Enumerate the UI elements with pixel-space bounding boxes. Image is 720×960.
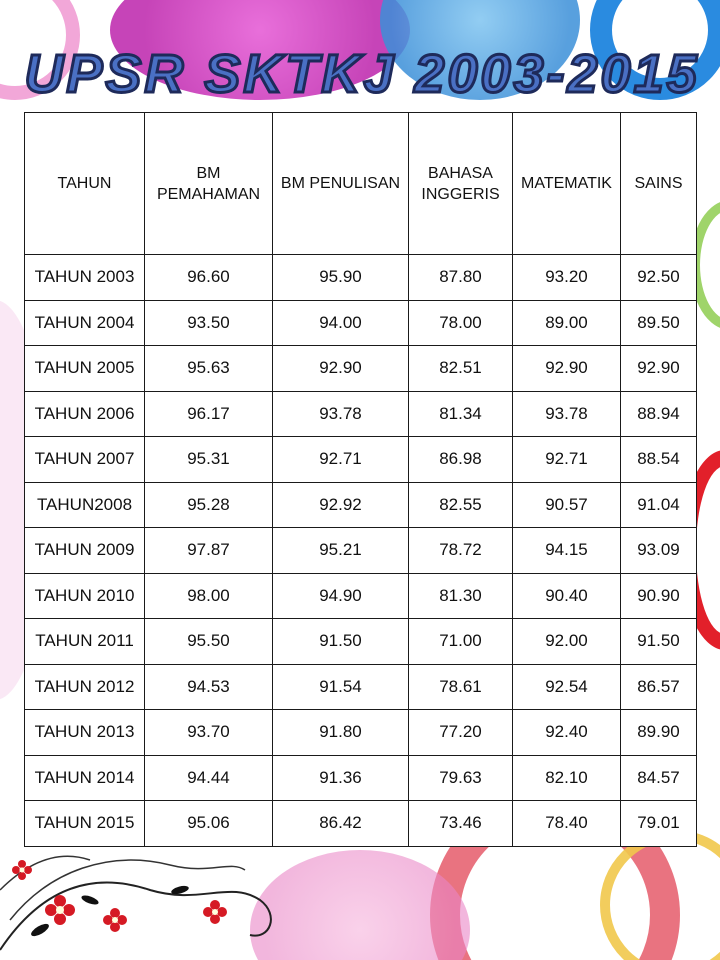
value-cell: 95.06	[145, 801, 273, 847]
value-cell: 79.01	[621, 801, 697, 847]
year-cell: TAHUN 2013	[25, 710, 145, 756]
value-cell: 92.92	[273, 482, 409, 528]
table-row	[25, 437, 697, 483]
year-cell: TAHUN 2014	[25, 755, 145, 801]
value-cell: 95.21	[273, 528, 409, 574]
value-cell: 78.72	[409, 528, 513, 574]
value-cell: 79.63	[409, 755, 513, 801]
value-cell: 95.28	[145, 482, 273, 528]
value-cell: 96.60	[145, 255, 273, 301]
value-cell: 91.36	[273, 755, 409, 801]
table-row	[25, 755, 697, 801]
value-cell: 81.30	[409, 573, 513, 619]
header-sains: SAINS	[621, 113, 697, 255]
value-cell: 97.87	[145, 528, 273, 574]
value-cell: 93.50	[145, 300, 273, 346]
value-cell: 90.90	[621, 573, 697, 619]
header-bahasa-inggeris: BAHASA INGGERIS	[409, 113, 513, 255]
value-cell: 94.53	[145, 664, 273, 710]
table-row	[25, 300, 697, 346]
year-cell: TAHUN 2012	[25, 664, 145, 710]
value-cell: 78.40	[513, 801, 621, 847]
value-cell: 71.00	[409, 619, 513, 665]
value-cell: 82.10	[513, 755, 621, 801]
value-cell: 94.90	[273, 573, 409, 619]
value-cell: 91.50	[273, 619, 409, 665]
value-cell: 92.54	[513, 664, 621, 710]
value-cell: 88.54	[621, 437, 697, 483]
value-cell: 92.71	[273, 437, 409, 483]
value-cell: 95.63	[145, 346, 273, 392]
value-cell: 86.98	[409, 437, 513, 483]
table-row	[25, 710, 697, 756]
value-cell: 95.50	[145, 619, 273, 665]
value-cell: 92.90	[273, 346, 409, 392]
value-cell: 91.80	[273, 710, 409, 756]
year-cell: TAHUN2008	[25, 482, 145, 528]
value-cell: 92.40	[513, 710, 621, 756]
swirl-vine-3	[0, 856, 90, 890]
black-leaf-icon	[80, 894, 99, 907]
value-cell: 94.44	[145, 755, 273, 801]
value-cell: 86.57	[621, 664, 697, 710]
value-cell: 90.40	[513, 573, 621, 619]
value-cell: 77.20	[409, 710, 513, 756]
year-cell: TAHUN 2010	[25, 573, 145, 619]
table-header-row	[25, 113, 697, 255]
black-leaf-icon	[29, 922, 50, 939]
page-title	[0, 30, 720, 110]
value-cell: 92.50	[621, 255, 697, 301]
value-cell: 89.00	[513, 300, 621, 346]
value-cell: 90.57	[513, 482, 621, 528]
value-cell: 93.78	[273, 391, 409, 437]
year-cell: TAHUN 2005	[25, 346, 145, 392]
header-bm-penulisan: BM PENULISAN	[273, 113, 409, 255]
table-row	[25, 573, 697, 619]
value-cell: 87.80	[409, 255, 513, 301]
value-cell: 92.00	[513, 619, 621, 665]
value-cell: 89.50	[621, 300, 697, 346]
value-cell: 86.42	[273, 801, 409, 847]
red-flower-icon	[203, 900, 227, 924]
table-row	[25, 255, 697, 301]
value-cell: 98.00	[145, 573, 273, 619]
year-cell: TAHUN 2007	[25, 437, 145, 483]
value-cell: 92.71	[513, 437, 621, 483]
value-cell: 93.09	[621, 528, 697, 574]
value-cell: 78.00	[409, 300, 513, 346]
value-cell: 94.15	[513, 528, 621, 574]
value-cell: 82.51	[409, 346, 513, 392]
value-cell: 92.90	[621, 346, 697, 392]
value-cell: 91.54	[273, 664, 409, 710]
value-cell: 82.55	[409, 482, 513, 528]
value-cell: 89.90	[621, 710, 697, 756]
value-cell: 73.46	[409, 801, 513, 847]
header-tahun: TAHUN	[25, 113, 145, 255]
table-row	[25, 664, 697, 710]
value-cell: 91.04	[621, 482, 697, 528]
results-table	[24, 112, 697, 847]
value-cell: 78.61	[409, 664, 513, 710]
header-bm-pemahaman: BM PEMAHAMAN	[145, 113, 273, 255]
year-cell: TAHUN 2006	[25, 391, 145, 437]
header-matematik: MATEMATIK	[513, 113, 621, 255]
year-cell: TAHUN 2011	[25, 619, 145, 665]
value-cell: 95.31	[145, 437, 273, 483]
table-row	[25, 619, 697, 665]
value-cell: 92.90	[513, 346, 621, 392]
swirl-vine	[0, 883, 271, 951]
year-cell: TAHUN 2003	[25, 255, 145, 301]
table-row	[25, 482, 697, 528]
value-cell: 93.20	[513, 255, 621, 301]
value-cell: 88.94	[621, 391, 697, 437]
table-row	[25, 346, 697, 392]
year-cell: TAHUN 2015	[25, 801, 145, 847]
value-cell: 81.34	[409, 391, 513, 437]
year-cell: TAHUN 2009	[25, 528, 145, 574]
value-cell: 91.50	[621, 619, 697, 665]
value-cell: 96.17	[145, 391, 273, 437]
value-cell: 94.00	[273, 300, 409, 346]
value-cell: 95.90	[273, 255, 409, 301]
table-row	[25, 528, 697, 574]
table-row	[25, 391, 697, 437]
value-cell: 84.57	[621, 755, 697, 801]
red-flower-icon	[103, 908, 127, 932]
year-cell: TAHUN 2004	[25, 300, 145, 346]
page-title-text: UPSR SKTKJ 2003-2015	[24, 44, 700, 104]
value-cell: 93.70	[145, 710, 273, 756]
value-cell: 93.78	[513, 391, 621, 437]
floral-swirl-decoration	[0, 830, 300, 960]
